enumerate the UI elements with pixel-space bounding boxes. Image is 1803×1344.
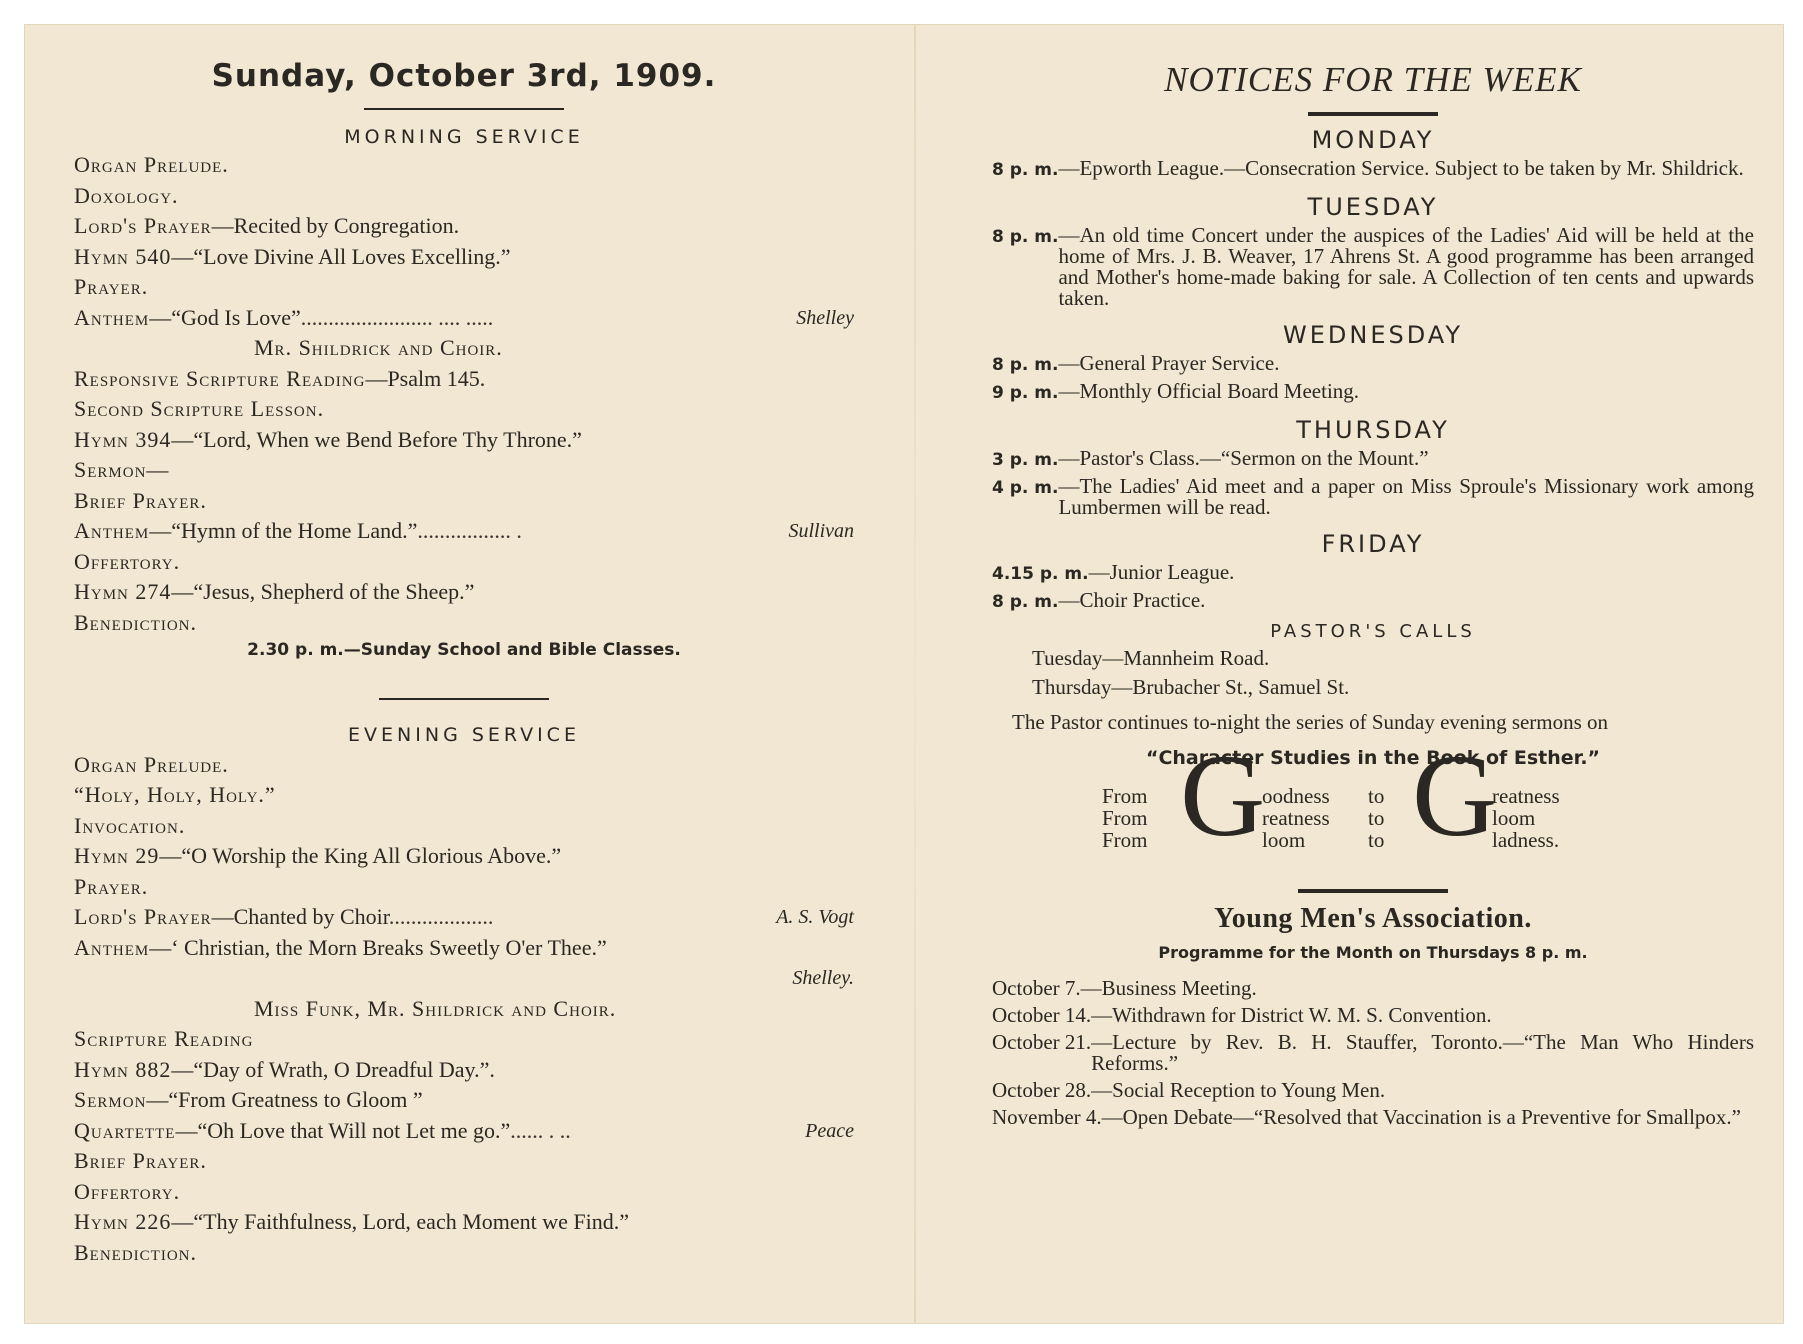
- notice-time: 4.15 p. m.: [992, 564, 1089, 584]
- notice-time: 8 p. m.: [992, 355, 1059, 375]
- sunday-school-note: 2.30 p. m.—Sunday School and Bible Classes.: [247, 640, 681, 660]
- service-item-name: “Holy, Holy, Holy.”: [74, 782, 276, 807]
- service-item-detail: —‘ Christian, the Morn Breaks Sweetly O'er Thee.”: [149, 934, 607, 960]
- composer-credit: A. S. Vogt: [776, 906, 854, 928]
- service-item-name: Brief Prayer.: [74, 1148, 207, 1173]
- service-item-name: Anthem: [74, 518, 150, 543]
- programme-text: —Social Reception to Young Men.: [1091, 1078, 1386, 1102]
- service-item: [74, 577, 854, 608]
- to-column: [1368, 785, 1384, 851]
- service-item: [74, 486, 854, 517]
- service-item-name: Offertory.: [74, 1178, 181, 1204]
- day-heading: FRIDAY: [1321, 530, 1425, 558]
- day-heading: THURSDAY: [1296, 416, 1450, 444]
- service-item: [74, 994, 854, 1025]
- title-rule: [364, 108, 564, 110]
- association-programme: [992, 978, 1754, 1128]
- service-item: [74, 1085, 854, 1116]
- word-ending: loom: [1492, 806, 1536, 830]
- service-item-detail: —“Love Divine All Loves Excelling.”: [171, 243, 511, 269]
- service-item-name: Scripture Reading: [74, 1026, 254, 1051]
- service-item-name: Prayer.: [74, 274, 149, 299]
- notice-item: [992, 476, 1754, 518]
- service-item-name: Second Scripture Lesson.: [74, 396, 325, 421]
- service-item: [74, 364, 854, 395]
- morning-service-heading: MORNING SERVICE: [344, 126, 584, 148]
- association-rule: [1298, 889, 1448, 893]
- service-item: [74, 872, 854, 903]
- notice-text: —General Prayer Service.: [1058, 351, 1280, 375]
- service-item-name: Hymn 882: [74, 1056, 172, 1082]
- service-date-title: Sunday, October 3rd, 1909.: [211, 58, 717, 94]
- programme-item: [992, 1107, 1754, 1128]
- service-item: [74, 425, 854, 456]
- programme-item: [992, 1032, 1754, 1074]
- service-item: [74, 1177, 854, 1208]
- day-heading: TUESDAY: [1307, 193, 1439, 221]
- service-item-name: Hymn 394: [74, 426, 172, 452]
- notice-time: 8 p. m.: [992, 227, 1059, 247]
- service-item: [74, 1055, 854, 1086]
- word-ending: reatness: [1492, 784, 1560, 808]
- composer-credit: Shelley.: [792, 967, 854, 989]
- notice-text: —Monthly Official Board Meeting.: [1058, 379, 1360, 403]
- service-item-detail: —“Oh Love that Will not Let me go.”: [175, 1117, 511, 1143]
- left-page: [74, 24, 854, 1324]
- service-item-detail: —“Day of Wrath, O Dreadful Day.”.: [171, 1056, 495, 1082]
- service-item-name: Organ Prelude.: [74, 152, 229, 177]
- service-item: [74, 1207, 854, 1238]
- service-item-name: Hymn 540: [74, 243, 172, 269]
- notice-text: —Junior League.: [1088, 560, 1235, 584]
- programme-item: [992, 1005, 1754, 1026]
- association-title: Young Men's Association.: [1214, 903, 1532, 934]
- service-item-name: Sermon: [74, 1087, 147, 1112]
- notice-item: [992, 381, 1754, 404]
- service-item: [74, 211, 854, 242]
- day-heading: MONDAY: [1311, 126, 1435, 154]
- word-ending: ladness.: [1492, 828, 1560, 852]
- day-heading: WEDNESDAY: [1283, 321, 1463, 349]
- programme-text: —Business Meeting.: [1080, 976, 1257, 1000]
- notice-time: 8 p. m.: [992, 592, 1059, 612]
- service-item-name: Miss Funk, Mr. Shildrick and Choir.: [254, 995, 617, 1021]
- composer-credit: Shelley: [796, 306, 854, 329]
- service-item: [74, 811, 854, 842]
- service-item-detail: —Recited by Congregation.: [211, 213, 460, 238]
- weekly-notices: [992, 126, 1754, 613]
- service-item: [74, 547, 854, 578]
- evening-service-heading: EVENING SERVICE: [348, 723, 580, 746]
- service-item-name: Anthem: [74, 934, 150, 960]
- pastors-call-line: Thursday—Brubacher St., Samuel St.: [1032, 675, 1350, 699]
- notice-item: [992, 590, 1754, 613]
- pastors-calls-heading: PASTOR'S CALLS: [1270, 621, 1476, 642]
- notice-time: 9 p. m.: [992, 383, 1059, 403]
- programme-date: October 21.: [992, 1030, 1092, 1054]
- programme-item: [992, 1080, 1754, 1101]
- notices-rule: [1308, 112, 1438, 116]
- from-column: [1102, 785, 1148, 851]
- service-item: [74, 333, 854, 364]
- service-item: [74, 1238, 854, 1269]
- notice-text: —Choir Practice.: [1058, 588, 1206, 612]
- service-item-name: Doxology.: [74, 182, 179, 208]
- notice-item: [992, 225, 1754, 309]
- service-item: [74, 1116, 854, 1147]
- service-item-name: Organ Prelude.: [74, 751, 229, 777]
- service-item: [74, 394, 854, 425]
- service-item: [74, 150, 854, 181]
- programme-date: October 28.: [992, 1078, 1092, 1102]
- notice-time: 3 p. m.: [992, 450, 1059, 470]
- center-fold: [914, 24, 916, 1324]
- from-word: From: [1102, 806, 1148, 830]
- leader-dots: ...... . ..: [510, 1117, 571, 1143]
- service-item: [74, 750, 854, 781]
- service-item: [74, 902, 854, 933]
- service-item-name: Invocation.: [74, 812, 186, 838]
- to-word: to: [1368, 806, 1385, 830]
- series-title: “Character Studies in the Book of Esther.”: [1145, 747, 1601, 769]
- service-item: [74, 1146, 854, 1177]
- service-item: [74, 303, 854, 334]
- service-item-detail: —“O Worship the King All Glorious Above.”: [159, 843, 562, 868]
- word-ending: oodness: [1262, 784, 1330, 808]
- leader-dots: ...................: [388, 904, 494, 929]
- service-item: [74, 780, 854, 811]
- programme-item: [992, 978, 1754, 999]
- pastors-call-line: Tuesday—Mannheim Road.: [1032, 646, 1270, 670]
- composer-credit: Sullivan: [788, 520, 854, 542]
- notice-item: [992, 562, 1754, 585]
- word-ending: loom: [1262, 828, 1306, 852]
- notice-item: [992, 353, 1754, 376]
- large-initial-g: G: [1180, 730, 1266, 861]
- right-page: [992, 24, 1754, 1324]
- service-item: [74, 841, 854, 872]
- service-item: [74, 455, 854, 486]
- series-intro: The Pastor continues to-night the series of Sunday evening sermons on: [1012, 710, 1609, 734]
- programme-date: November 4.: [992, 1105, 1102, 1129]
- programme-date: October 14.: [992, 1003, 1092, 1027]
- notice-text: —An old time Concert under the auspices of the Ladies' Aid will be held at the home of Mrs. J. B. Weaver, 17 Ahrens St. A good programme has been arranged and Mother's home-made baking for sale. A Collection of ten cents and upwards taken.: [1058, 223, 1754, 310]
- service-item-name: Offertory.: [74, 548, 181, 574]
- service-item-name: Sermon: [74, 457, 147, 482]
- service-item: [74, 963, 854, 994]
- section-rule: [379, 698, 549, 700]
- service-item-name: Brief Prayer.: [74, 487, 207, 513]
- service-item: [74, 1024, 854, 1055]
- notice-time: 4 p. m.: [992, 478, 1059, 498]
- service-item-name: Hymn 226: [74, 1209, 172, 1234]
- to-word: to: [1368, 784, 1385, 808]
- programme-date: October 7.: [992, 976, 1081, 1000]
- notices-title: NOTICES FOR THE WEEK: [1164, 60, 1582, 99]
- service-item-detail: —Chanted by Choir: [211, 904, 389, 929]
- service-item: [74, 516, 854, 547]
- programme-text: —Withdrawn for District W. M. S. Convention.: [1091, 1003, 1492, 1027]
- word-ending: reatness: [1262, 806, 1330, 830]
- service-item-name: Hymn 274: [74, 579, 172, 604]
- service-item-name: Prayer.: [74, 873, 149, 899]
- service-item-name: Hymn 29: [74, 843, 160, 868]
- composer-credit: Peace: [805, 1119, 854, 1142]
- large-initial-g: G: [1412, 730, 1498, 861]
- leader-dots: ................. .: [417, 518, 522, 543]
- morning-order-of-service: [74, 150, 854, 638]
- service-item-name: Mr. Shildrick and Choir.: [254, 335, 503, 360]
- service-item-detail: —: [146, 457, 169, 482]
- pastors-calls-list: [992, 644, 1754, 702]
- service-item-name: Benediction.: [74, 609, 197, 635]
- service-item: [74, 272, 854, 303]
- service-item: [74, 242, 854, 273]
- service-item-detail: —“God Is Love”: [149, 304, 301, 330]
- notice-text: —Epworth League.—Consecration Service. Subject to be taken by Mr. Shildrick.: [1058, 156, 1744, 180]
- to-word: to: [1368, 828, 1385, 852]
- service-item-name: Responsive Scripture Reading: [74, 365, 366, 391]
- leader-dots: ........................ .... .....: [300, 304, 494, 330]
- service-item-detail: —“Lord, When we Bend Before Thy Throne.”: [171, 426, 582, 452]
- service-item-name: Lord's Prayer: [74, 904, 212, 929]
- service-item-detail: —Psalm 145.: [365, 365, 486, 391]
- service-item-name: Quartette: [74, 1117, 176, 1143]
- service-item-detail: —“Jesus, Shepherd of the Sheep.”: [171, 579, 475, 604]
- service-item-detail: —“From Greatness to Gloom ”: [146, 1087, 423, 1112]
- service-item: [74, 933, 854, 964]
- evening-order-of-service: [74, 750, 854, 1269]
- notice-text: —Pastor's Class.—“Sermon on the Mount.”: [1058, 446, 1429, 470]
- programme-text: —Lecture by Rev. B. H. Stauffer, Toronto.—“The Man Who Hinders Reforms.”: [1091, 1030, 1754, 1075]
- service-item-detail: —“Hymn of the Home Land.”: [149, 518, 418, 543]
- first-word-endings: [1262, 785, 1330, 851]
- service-item-name: Benediction.: [74, 1239, 197, 1265]
- from-word: From: [1102, 784, 1148, 808]
- service-item-detail: —“Thy Faithfulness, Lord, each Moment we Find.”: [171, 1209, 630, 1234]
- second-word-endings: [1492, 785, 1560, 851]
- notice-item: [992, 158, 1754, 181]
- service-item-name: Lord's Prayer: [74, 213, 212, 238]
- notice-item: [992, 448, 1754, 471]
- service-item: [74, 608, 854, 639]
- service-item-name: Anthem: [74, 304, 150, 330]
- service-item: [74, 181, 854, 212]
- notice-text: —The Ladies' Aid meet and a paper on Miss Sproule's Missionary work among Lumbermen will be read.: [1058, 474, 1754, 519]
- program-sheet: [24, 24, 1784, 1324]
- notice-time: 8 p. m.: [992, 160, 1059, 180]
- programme-text: —Open Debate—“Resolved that Vaccination is a Preventive for Smallpox.”: [1101, 1105, 1741, 1129]
- from-word: From: [1102, 828, 1148, 852]
- association-subtitle: Programme for the Month on Thursdays 8 p. m.: [1158, 943, 1588, 962]
